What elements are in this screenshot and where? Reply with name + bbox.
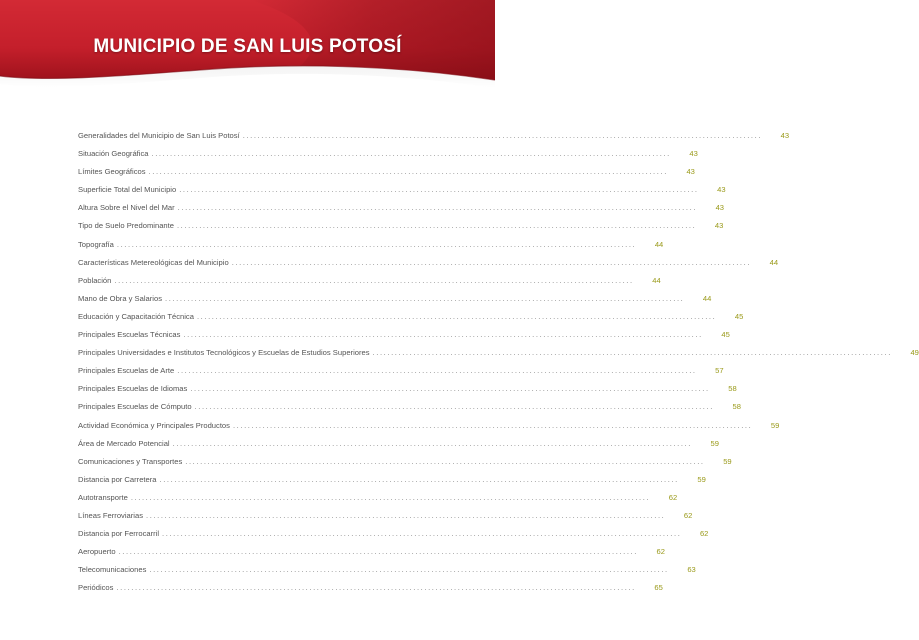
toc-entry[interactable] [78, 145, 698, 163]
toc-entry[interactable] [78, 471, 706, 489]
toc-entry-page-number: 59 [697, 474, 706, 484]
toc-entry[interactable] [78, 290, 712, 308]
toc-entry[interactable] [78, 543, 665, 561]
toc-entry-page-number: 44 [769, 257, 779, 267]
toc-entry-page-number: 44 [652, 275, 661, 285]
toc-dot-leader: ............................................................................................................................................ [148, 167, 668, 177]
toc-dot-leader: ............................................................................................................................................ [177, 203, 698, 213]
toc-dot-leader: ............................................................................................................................................ [130, 492, 651, 502]
toc-entry-page-number: 57 [715, 366, 724, 376]
toc-entry[interactable] [78, 236, 664, 254]
toc-entry-page-number: 45 [721, 330, 730, 340]
toc-entry-page-number: 43 [714, 221, 724, 231]
toc-entry-label: Topografía [78, 239, 114, 249]
toc-entry-page-number: 63 [687, 565, 696, 575]
toc-entry[interactable] [78, 181, 726, 199]
toc-entry-page-number: 44 [702, 293, 712, 303]
toc-dot-leader: ............................................................................................................................................ [172, 438, 692, 448]
toc-entry-label: Autotransporte [78, 492, 128, 502]
toc-entry-label: Situación Geográfica [78, 149, 149, 159]
toc-entry-label: Actividad Económica y Principales Productos [78, 420, 230, 430]
toc-entry-label: Educación y Capacitación Técnica [78, 311, 194, 321]
toc-entry-label: Principales Escuelas de Cómputo [78, 402, 192, 412]
toc-entry-page-number: 62 [656, 547, 665, 557]
toc-entry-label: Mano de Obra y Salarios [78, 293, 162, 303]
toc-entry-label: Tipo de Suelo Predominante [78, 221, 174, 231]
toc-entry-label: Altura Sobre el Nivel del Mar [78, 203, 175, 213]
toc-dot-leader: ............................................................................................................................................ [162, 529, 682, 539]
toc-entry-label: Límites Geográficos [78, 167, 146, 177]
toc-dot-leader: ............................................................................................................................................ [232, 420, 753, 430]
toc-dot-leader: ............................................................................................................................................ [179, 185, 699, 195]
toc-entry-page-number: 43 [689, 149, 698, 159]
toc-entry[interactable] [78, 489, 678, 507]
toc-dot-leader: ............................................................................................................................................ [116, 583, 636, 593]
toc-entry-page-number: 43 [715, 203, 725, 213]
toc-entry-page-number: 59 [723, 456, 732, 466]
toc-entry[interactable] [78, 272, 661, 290]
toc-entry-label: Aeropuerto [78, 547, 116, 557]
toc-entry-label: Principales Universidades e Institutos Tecnológicos y Escuelas de Estudios Superiores [78, 348, 370, 358]
toc-entry-label: Líneas Ferroviarias [78, 510, 143, 520]
header-banner [0, 0, 495, 98]
toc-entry-page-number: 43 [686, 167, 695, 177]
toc-entry[interactable] [78, 199, 725, 217]
toc-entry[interactable] [78, 453, 732, 471]
toc-dot-leader: ............................................................................................................................................ [242, 131, 763, 140]
page-title: MUNICIPIO DE SAN LUIS POTOSÍ [93, 36, 402, 57]
toc-entry[interactable] [78, 254, 779, 272]
toc-entry[interactable] [78, 163, 695, 181]
toc-dot-leader: ............................................................................................................................................ [194, 402, 714, 412]
toc-entry-page-number: 58 [728, 384, 737, 394]
toc-dot-leader: ............................................................................................................................................ [116, 239, 637, 249]
toc-entry-page-number: 43 [780, 131, 790, 140]
toc-entry[interactable] [78, 435, 719, 453]
toc-entry[interactable] [78, 579, 663, 597]
toc-dot-leader: ............................................................................................................................................ [118, 547, 638, 557]
toc-dot-leader: ............................................................................................................................................ [165, 293, 685, 303]
toc-entry-label: Comunicaciones y Transportes [78, 456, 183, 466]
toc-dot-leader: ............................................................................................................................................ [159, 474, 679, 484]
toc-entry-page-number: 62 [668, 492, 678, 502]
toc-entry-label: Periódicos [78, 583, 114, 593]
toc-entry-label: Área de Mercado Potencial [78, 438, 170, 448]
toc-entry-label: Principales Escuelas de Arte [78, 366, 175, 376]
toc-entry[interactable] [78, 417, 780, 435]
toc-dot-leader: ............................................................................................................................................ [183, 330, 703, 340]
toc-entry[interactable] [78, 362, 724, 380]
toc-entry-label: Superficie Total del Municipio [78, 185, 177, 195]
toc-entry-label: Características Metereológicas del Municipio [78, 257, 229, 267]
toc-entry[interactable] [78, 525, 709, 543]
toc-dot-leader: ............................................................................................................................................ [177, 366, 697, 376]
toc-entry-label: Distancia por Ferrocarril [78, 529, 160, 539]
toc-dot-leader: ............................................................................................................................................ [231, 257, 752, 267]
toc-entry-page-number: 58 [732, 402, 741, 412]
toc-dot-leader: ............................................................................................................................................ [151, 149, 671, 159]
toc-entry-page-number: 45 [734, 311, 744, 321]
toc-entry-page-number: 62 [699, 529, 709, 539]
toc-entry-label: Telecomunicaciones [78, 565, 147, 575]
toc-entry-label: Principales Escuelas Técnicas [78, 330, 181, 340]
toc-entry[interactable] [78, 398, 741, 416]
toc-entry[interactable] [78, 561, 696, 579]
toc-entry-page-number: 59 [710, 438, 719, 448]
toc-entry-page-number: 59 [770, 420, 780, 430]
toc-entry-label: Principales Escuelas de Idiomas [78, 384, 188, 394]
toc-dot-leader: ............................................................................................................................................ [185, 456, 705, 466]
toc-dot-leader: ............................................................................................................................................ [176, 221, 697, 231]
toc-entry-label: Distancia por Carretera [78, 474, 157, 484]
toc-entry-page-number: 65 [654, 583, 663, 593]
toc-entry[interactable] [78, 380, 737, 398]
toc-entry[interactable] [78, 217, 724, 235]
toc-entry-page-number: 49 [910, 348, 919, 358]
toc-dot-leader: ............................................................................................................................................ [146, 510, 666, 520]
toc-dot-leader: ............................................................................................................................................ [114, 275, 634, 285]
toc-entry[interactable] [78, 344, 919, 362]
toc-entry-page-number: 44 [654, 239, 664, 249]
toc-entry[interactable] [78, 127, 790, 145]
toc-entry[interactable] [78, 507, 693, 525]
toc-entry-label: Generalidades del Municipio de San Luis Potosí [78, 131, 240, 140]
toc-entry-page-number: 62 [683, 510, 693, 520]
toc-entry-label: Población [78, 275, 112, 285]
toc-dot-leader: ............................................................................................................................................ [196, 311, 717, 321]
toc-dot-leader: ............................................................................................................................................ [149, 565, 669, 575]
toc-entry[interactable] [78, 308, 744, 326]
toc-dot-leader: ............................................................................................................................................ [372, 348, 892, 358]
table-of-contents [78, 127, 919, 597]
toc-entry[interactable] [78, 326, 730, 344]
toc-entry-page-number: 43 [717, 185, 726, 195]
toc-dot-leader: ............................................................................................................................................ [190, 384, 710, 394]
